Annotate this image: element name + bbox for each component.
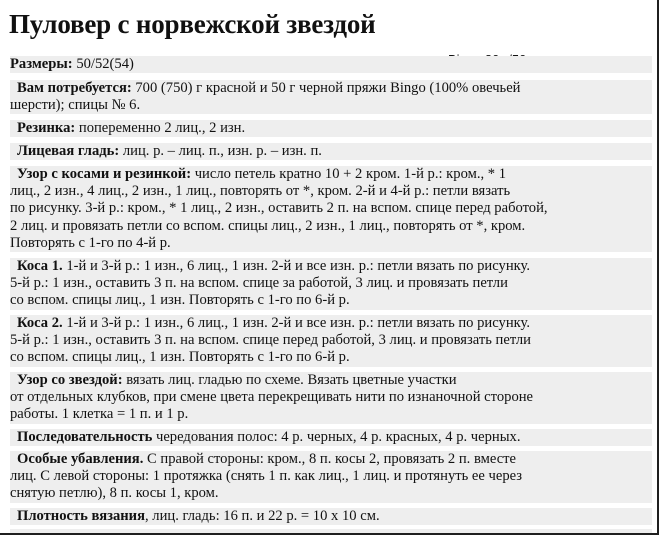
star-pattern-text-line: от отдельных клубков, при смене цвета перекрещивать нити по изнаночной стороне bbox=[10, 389, 534, 406]
star-pattern-text-line: вязать лиц. гладью по схеме. Вязать цветные участки bbox=[122, 372, 457, 388]
ribbing-section bbox=[10, 120, 652, 137]
star-pattern-label: Узор со звездой: bbox=[17, 372, 123, 388]
stockinette-text: лиц. р. – лиц. п., изн. р. – изн. п. bbox=[119, 143, 322, 159]
cable-pattern-text-line: по рисунку. 3-й р.: кром., * 1 лиц., 2 изн., оставить 2 п. на вспом. спице перед работой, bbox=[10, 200, 548, 217]
materials-text-line: 700 (750) г красной и 50 г черной пряжи Bingo (100% овечьей bbox=[131, 80, 521, 96]
frame-border-right bbox=[657, 0, 659, 535]
gauge-label: Плотность вязания bbox=[17, 508, 145, 524]
cable-pattern-text-line: число петель кратно 10 + 2 кром. 1-й р.: кром., * 1 bbox=[191, 166, 507, 182]
cable2-label: Коса 2. bbox=[17, 315, 63, 331]
cable1-label: Коса 1. bbox=[17, 258, 63, 274]
cable1-text-line: со вспом. спицы лиц., 1 изн. Повторять с 1-го по 6-й р. bbox=[10, 292, 350, 309]
decreases-label: Особые убавления. bbox=[17, 451, 144, 467]
cable-pattern-text-line: 2 лиц. и провязать петли со вспом. спицы лиц., 2 изн., 1 лиц., повторять от *, кром. bbox=[10, 217, 526, 234]
materials-text-line: шерсти); спицы № 6. bbox=[10, 97, 141, 114]
ribbing-text: попеременно 2 лиц., 2 изн. bbox=[75, 120, 246, 136]
cable2-text-line: со вспом. спицы лиц., 1 изн. Повторять с 1-го по 6-й р. bbox=[10, 349, 350, 366]
cable1-text-line: 5-й р.: 1 изн., оставить 3 п. на вспом. спице за работой, 3 лиц. и провязать петли bbox=[10, 275, 508, 292]
materials-section bbox=[10, 80, 652, 114]
decreases-text-line: С правой стороны: кром., 8 п. косы 2, провязать 2 п. вместе bbox=[143, 451, 517, 467]
cable-pattern-section bbox=[10, 166, 652, 252]
cable2-section bbox=[10, 315, 652, 367]
decreases-text-line: лиц. С левой стороны: 1 протяжка (снять 1 п. как лиц., 1 лиц. и протянуть ее через bbox=[10, 468, 523, 485]
decreases-text-line: снятую петлю), 8 п. косы 1, кром. bbox=[10, 485, 219, 502]
cable-pattern-text-line: Повторять с 1-го по 4-й р. bbox=[10, 234, 171, 251]
ribbing-label: Резинка: bbox=[17, 120, 76, 136]
cable1-text-line: 1-й и 3-й р.: 1 изн., 6 лиц., 1 изн. 2-й и все изн. р.: петли вязать по рисунку. bbox=[62, 258, 530, 274]
sizes-text: 50/52(54) bbox=[72, 56, 134, 72]
sequence-section bbox=[10, 429, 652, 446]
sequence-text: чередования полос: 4 р. черных, 4 р. красных, 4 р. черных. bbox=[152, 429, 521, 445]
star-pattern-text-line: работы. 1 клетка = 1 п. и 1 р. bbox=[10, 406, 189, 423]
cable-pattern-text-line: лиц., 2 изн., 4 лиц., 2 изн., 1 лиц., повторять от *, кром. 2-й и 4-й р.: петли вязать bbox=[10, 183, 511, 200]
cable-pattern-label: Узор с косами и резинкой: bbox=[17, 166, 192, 182]
stockinette-label: Лицевая гладь: bbox=[17, 143, 120, 159]
cable1-section bbox=[10, 258, 652, 310]
page-title: Пуловер с норвежской звездой bbox=[9, 9, 376, 39]
sequence-label: Последовательность bbox=[17, 429, 153, 445]
gauge-text: , лиц. гладь: 16 п. и 22 р. = 10 х 10 см. bbox=[145, 508, 380, 524]
cable2-text-line: 5-й р.: 1 изн., оставить 3 п. на вспом. спице перед работой, 3 лиц. и провязать петли bbox=[10, 332, 531, 349]
star-pattern-section bbox=[10, 372, 652, 424]
gauge-section bbox=[10, 508, 652, 525]
cable2-text-line: 1-й и 3-й р.: 1 изн., 6 лиц., 1 изн. 2-й и все изн. р.: петли вязать по рисунку. bbox=[62, 315, 530, 331]
stockinette-section bbox=[10, 143, 652, 160]
sizes-label: Размеры: bbox=[10, 56, 73, 72]
sizes-section bbox=[10, 56, 652, 73]
materials-label: Вам потребуется: bbox=[17, 80, 132, 96]
decreases-section bbox=[10, 451, 652, 503]
